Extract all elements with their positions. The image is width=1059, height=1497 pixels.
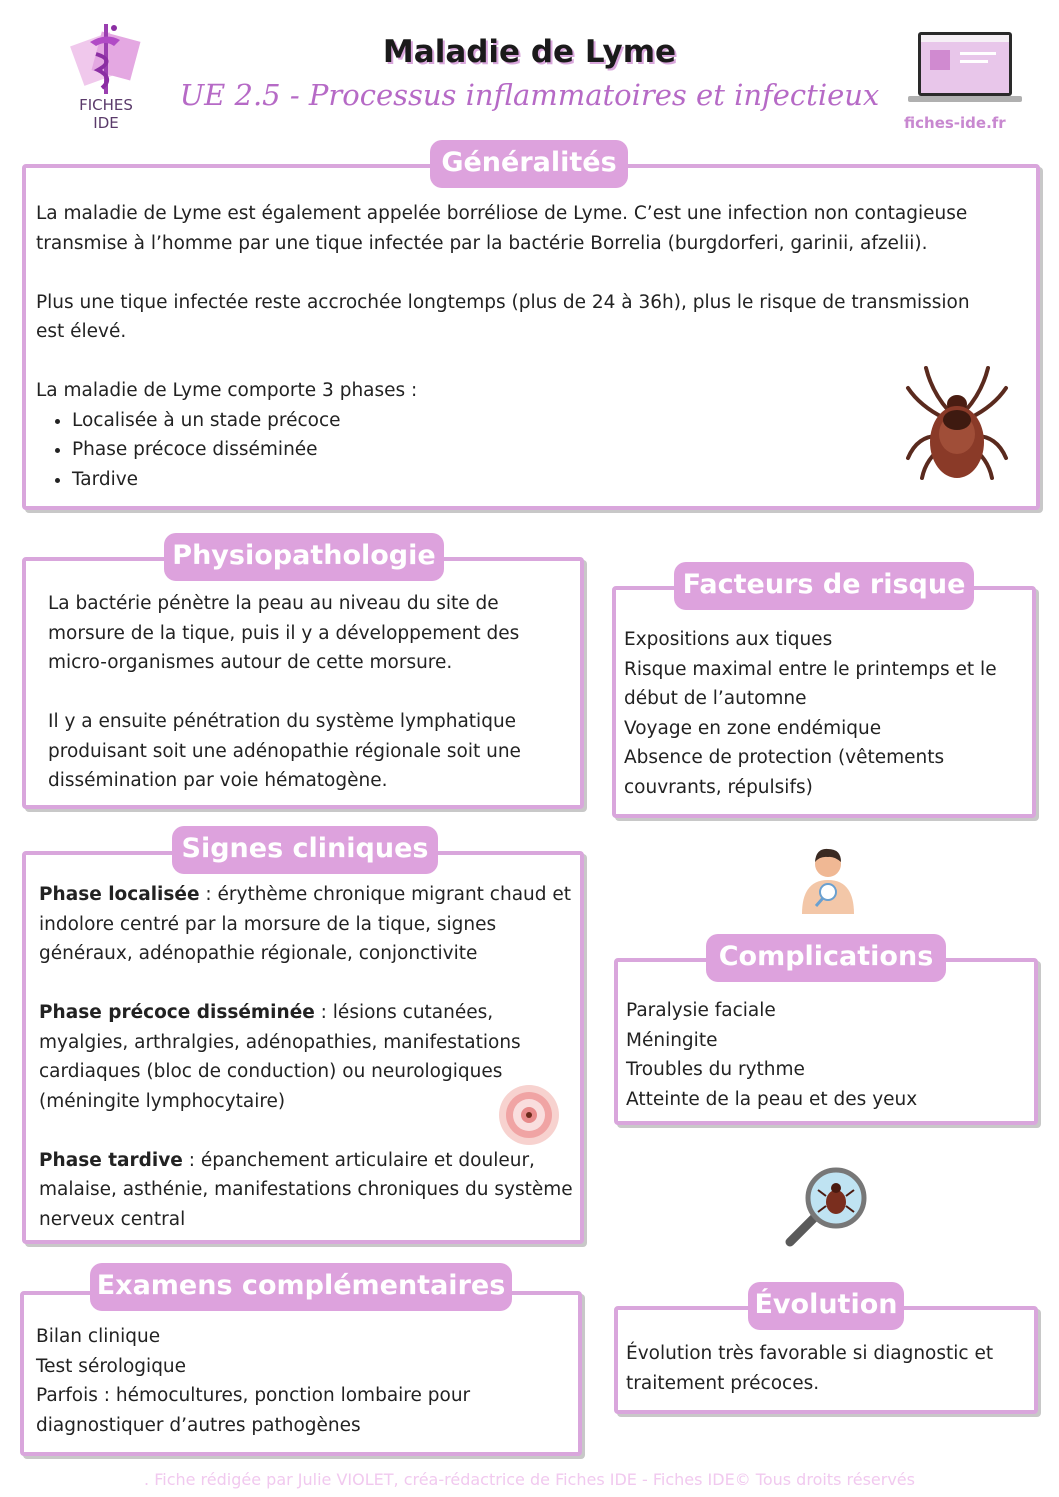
logo-text-1: FICHES — [79, 96, 133, 114]
list-item: • Tardive — [72, 465, 996, 495]
page-subtitle: UE 2.5 - Processus inflammatoires et infectieux — [179, 78, 880, 112]
generalites-p1: La maladie de Lyme est également appelée borréliose de Lyme. C’est une infection non contagieuse transmise à l’homme par une tique infectée par la bactérie Borrelia (burgdorferi, garinii, afzelii). — [36, 203, 968, 254]
site-link[interactable]: fiches-ide.fr — [904, 114, 1006, 132]
phase-tardive-text: : épanchement articulaire et douleur, malaise, asthénie, manifestations chroniques du système nerveux central — [39, 1149, 573, 1230]
evolution-heading: Évolution — [748, 1282, 904, 1330]
tick-icon — [904, 362, 1010, 486]
examens-heading: Examens complémentaires — [90, 1263, 512, 1311]
phase-precoce-text: : lésions cutanées, myalgies, arthralgies, adénopathies, manifestations cardiaques (bloc de conduction) ou neurologiques (méningite lymphocytaire) — [39, 1002, 521, 1112]
list-item: Méningite — [626, 1029, 718, 1051]
list-item: • Localisée à un stade précoce — [72, 406, 996, 436]
list-item: Absence de protection (vêtements couvrants, répulsifs) — [624, 747, 945, 798]
list-item: Paralysie faciale — [626, 1000, 776, 1021]
complications-text — [626, 996, 1026, 1114]
evolution-text: Évolution très favorable si diagnostic et traitement précoces. — [626, 1343, 994, 1394]
magnifier-tick-icon — [784, 1166, 870, 1248]
phase-localisee-label: Phase localisée — [39, 884, 200, 905]
facteurs-text — [624, 625, 1020, 802]
list-item: Bilan clinique — [36, 1326, 161, 1347]
facteurs-heading: Facteurs de risque — [674, 562, 974, 610]
generalites-p3: La maladie de Lyme comporte 3 phases : — [36, 380, 418, 401]
phase-localisee-text: : érythème chronique migrant chaud et indolore centré par la morsure de la tique, signes généraux, adénopathie régionale, conjonctivite — [39, 884, 572, 964]
list-item: Troubles du rythme — [626, 1059, 805, 1080]
footer-credits: . Fiche rédigée par Julie VIOLET, créa-rédactrice de Fiches IDE - Fiches IDE© Tous droits réservés — [144, 1470, 915, 1489]
patient-back-icon — [798, 844, 858, 914]
list-item: Voyage en zone endémique — [624, 717, 882, 739]
generalites-text — [36, 199, 996, 494]
physio-heading: Physiopathologie — [164, 533, 444, 581]
list-item: • Phase précoce disséminée — [72, 435, 996, 465]
signes-heading: Signes cliniques — [172, 826, 438, 874]
phase-localisee — [39, 880, 573, 969]
phase-precoce — [39, 998, 573, 1116]
signes-text — [39, 880, 573, 1234]
phase-tardive — [39, 1146, 573, 1235]
physio-p1: La bactérie pénètre la peau au niveau du site de morsure de la tique, puis il y a développement des micro-organismes autour de cette morsure. — [48, 593, 520, 673]
phases-list — [36, 406, 996, 495]
laptop-preview-icon — [908, 30, 1022, 106]
generalites-p2: Plus une tique infectée reste accrochée longtemps (plus de 24 à 36h), plus le risque de transmission est élevé. — [36, 291, 970, 342]
list-item: Expositions aux tiques — [624, 629, 833, 650]
examens-text — [36, 1322, 556, 1440]
skin-lesion-icon — [498, 1084, 560, 1146]
phase-tardive-label: Phase tardive — [39, 1149, 183, 1171]
list-item: Test sérologique — [36, 1355, 187, 1377]
list-item: Atteinte de la peau et des yeux — [626, 1088, 918, 1110]
generalites-heading: Généralités — [430, 140, 628, 188]
page-title: Maladie de Lyme — [382, 34, 677, 70]
list-item: Parfois : hémocultures, ponction lombaire pour diagnostiquer d’autres pathogènes — [36, 1385, 471, 1436]
complications-heading: Complications — [706, 934, 946, 982]
logo-text-2: IDE — [93, 114, 119, 132]
physio-text — [48, 589, 568, 796]
physio-p2: Il y a ensuite pénétration du système lymphatique produisant soit une adénopathie régionale soit une dissémination par voie hématogène. — [48, 711, 521, 791]
phase-precoce-label: Phase précoce disséminée — [39, 1002, 315, 1023]
list-item: Risque maximal entre le printemps et le début de l’automne — [624, 658, 997, 709]
